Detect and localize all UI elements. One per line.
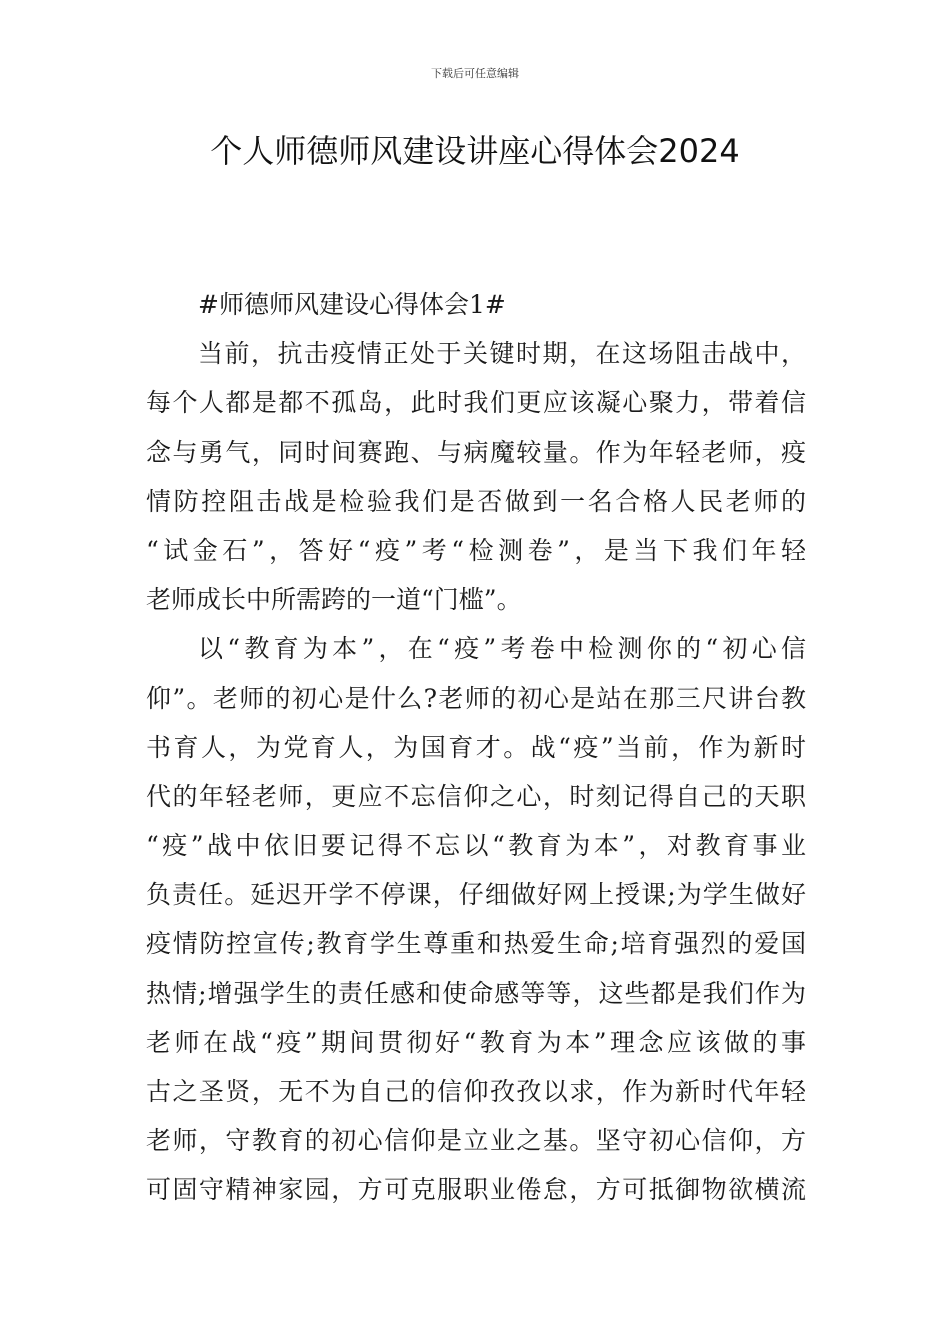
paragraph-line: 以“教育为本”，在“疫”考卷中检测你的“初心信: [198, 634, 806, 664]
document-title: 个人师德师风建设讲座心得体会2024: [210, 132, 740, 170]
paragraph-line: 仰”。老师的初心是什么?老师的初心是站在那三尺讲台教: [146, 683, 806, 713]
paragraph-line: 老师，守教育的初心信仰是立业之基。坚守初心信仰，方: [146, 1126, 806, 1156]
paragraph-line: 疫情防控宣传;教育学生尊重和热爱生命;培育强烈的爱国: [146, 929, 806, 959]
paragraph-line: 热情;增强学生的责任感和使命感等等，这些都是我们作为: [146, 978, 806, 1008]
paragraph-line: “疫”战中依旧要记得不忘以“教育为本”，对教育事业: [146, 831, 806, 861]
paragraph-line: 情防控阻击战是检验我们是否做到一名合格人民老师的: [146, 486, 806, 516]
paragraph-line: 可固守精神家园，方可克服职业倦怠，方可抵御物欲横流: [146, 1175, 806, 1205]
paragraph-line: 古之圣贤，无不为自己的信仰孜孜以求，作为新时代年轻: [146, 1077, 806, 1106]
paragraph-line: 老师在战“疫”期间贯彻好“教育为本”理念应该做的事: [146, 1027, 806, 1057]
paragraph-line: 负责任。延迟开学不停课，仔细做好网上授课;为学生做好: [146, 880, 806, 910]
document-body: [146, 280, 806, 1215]
paragraph-line: 每个人都是都不孤岛，此时我们更应该凝心聚力，带着信: [146, 388, 806, 418]
header-note: 下载后可任意编辑: [431, 67, 519, 80]
paragraph-line: #师德师风建设心得体会1#: [198, 290, 506, 319]
paragraph-line: “试金石”，答好“疫”考“检测卷”，是当下我们年轻: [146, 535, 806, 565]
paragraph-line: 书育人，为党育人，为国育才。战“疫”当前，作为新时: [146, 732, 806, 762]
paragraph-line: 代的年轻老师，更应不忘信仰之心，时刻记得自己的天职: [146, 781, 806, 811]
paragraph-line: 当前，抗击疫情正处于关键时期，在这场阻击战中，: [198, 339, 806, 369]
paragraph-line: 念与勇气，同时间赛跑、与病魔较量。作为年轻老师，疫: [146, 437, 806, 467]
paragraph-line: 老师成长中所需跨的一道“门槛”。: [146, 585, 522, 615]
